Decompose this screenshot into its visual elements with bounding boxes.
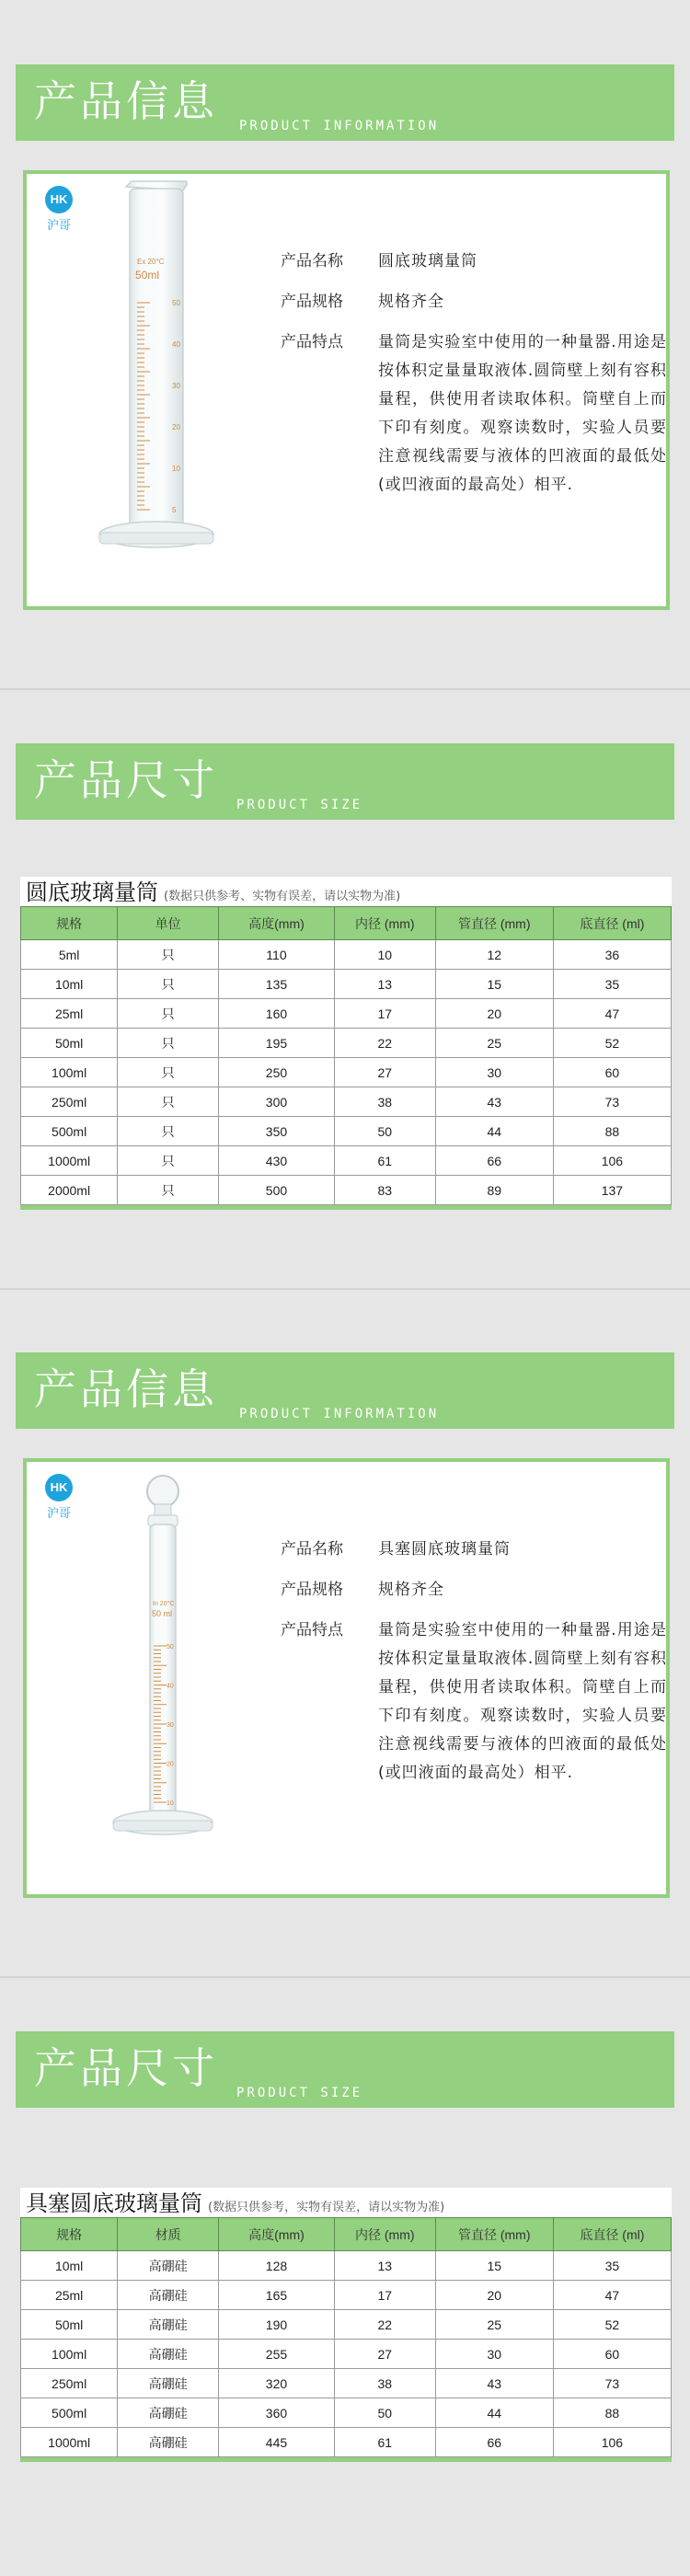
table-title-row — [20, 877, 672, 906]
table-cell: 高硼硅 — [118, 2340, 219, 2369]
table-header-cell: 规格 — [21, 907, 118, 940]
banner-title: 产品尺寸 — [34, 2043, 218, 2093]
table-header-cell: 内径 (mm) — [334, 907, 435, 940]
table-title: 圆底玻璃量筒 — [26, 880, 158, 905]
size-table-card — [20, 2188, 672, 2462]
size-table — [20, 906, 672, 1205]
table-cell: 高硼硅 — [118, 2251, 219, 2281]
scale-number: 5 — [172, 506, 177, 514]
banner-title: 产品尺寸 — [34, 755, 218, 805]
table-cell: 250ml — [21, 1087, 118, 1117]
brand-logo — [39, 1474, 79, 1521]
table-cell: 17 — [334, 2281, 435, 2310]
prop-label: 产品名称 — [281, 252, 343, 270]
table-cell: 高硼硅 — [118, 2369, 219, 2398]
scale-number: 50 — [167, 1644, 174, 1650]
table-cell: 只 — [118, 999, 219, 1029]
logo-text: 沪哥 — [46, 1507, 71, 1521]
prop-label: 产品规格 — [281, 293, 343, 311]
scale-number: 10 — [167, 1800, 174, 1807]
table-cell: 10ml — [21, 970, 118, 999]
table-cell: 50ml — [21, 2310, 118, 2340]
table-title: 具塞圆底玻璃量筒 — [26, 2191, 202, 2216]
scale-number: 10 — [172, 465, 180, 473]
table-cell: 只 — [118, 970, 219, 999]
table-cell: 300 — [219, 1087, 335, 1117]
table-cell: 12 — [435, 940, 553, 970]
table-row — [21, 1146, 672, 1176]
section-divider — [0, 1976, 690, 1978]
table-row — [21, 1117, 672, 1146]
prop-feature-row — [281, 1616, 667, 1788]
table-row — [21, 940, 672, 970]
table-cell: 13 — [334, 970, 435, 999]
cylinder-capacity-label: 50 ml — [152, 1609, 173, 1618]
prop-label: 产品特点 — [281, 333, 343, 351]
table-cell: 20 — [435, 2281, 553, 2310]
logo-mark-icon: HK — [45, 1474, 73, 1501]
info-banner — [16, 1352, 674, 1429]
table-cell: 50 — [334, 2398, 435, 2428]
prop-spec-row — [281, 1576, 667, 1604]
table-cell: 只 — [118, 940, 219, 970]
table-row — [21, 1087, 672, 1117]
table-cell: 只 — [118, 1058, 219, 1087]
banner-subtitle: PRODUCT INFORMATION — [239, 119, 440, 133]
table-cell: 60 — [553, 2340, 671, 2369]
prop-name-row — [281, 1535, 667, 1564]
size-banner — [16, 2031, 674, 2108]
table-cell: 165 — [219, 2281, 335, 2310]
scale-number: 40 — [167, 1683, 174, 1690]
table-row — [21, 2310, 672, 2340]
table-cell: 47 — [553, 999, 671, 1029]
table-header-cell: 管直径 (mm) — [435, 2218, 553, 2251]
table-cell: 只 — [118, 1146, 219, 1176]
table-header-row — [21, 2218, 672, 2251]
table-cell: 高硼硅 — [118, 2428, 219, 2457]
table-row — [21, 2340, 672, 2369]
table-cell: 27 — [334, 2340, 435, 2369]
table-cell: 360 — [219, 2398, 335, 2428]
table-cell: 只 — [118, 1117, 219, 1146]
prop-spec-row — [281, 288, 667, 316]
table-cell: 110 — [219, 940, 335, 970]
table-cell: 高硼硅 — [118, 2281, 219, 2310]
product-info-card — [23, 1458, 670, 1898]
product-info-card — [23, 170, 670, 610]
section-divider — [0, 688, 690, 690]
prop-value: 圆底玻璃量筒 — [378, 252, 477, 270]
prop-feature-row — [281, 328, 667, 500]
table-row — [21, 1058, 672, 1087]
brand-logo — [39, 186, 79, 233]
table-header-cell: 底直径 (ml) — [553, 2218, 671, 2251]
table-cell: 52 — [553, 2310, 671, 2340]
table-cell: 137 — [553, 1176, 671, 1205]
table-row — [21, 2369, 672, 2398]
table-header-row — [21, 907, 672, 940]
table-cell: 100ml — [21, 1058, 118, 1087]
prop-value: 规格齐全 — [378, 1581, 444, 1599]
banner-subtitle: PRODUCT SIZE — [236, 798, 363, 812]
table-cell: 43 — [435, 2369, 553, 2398]
table-cell: 106 — [553, 2428, 671, 2457]
graduated-cylinder-image — [84, 174, 240, 606]
table-cell: 350 — [219, 1117, 335, 1146]
table-cell: 73 — [553, 2369, 671, 2398]
table-row — [21, 970, 672, 999]
table-cell: 190 — [219, 2310, 335, 2340]
table-cell: 430 — [219, 1146, 335, 1176]
table-header-cell: 内径 (mm) — [334, 2218, 435, 2251]
table-cell: 22 — [334, 1029, 435, 1058]
table-row — [21, 2281, 672, 2310]
table-row — [21, 2251, 672, 2281]
table-cell: 5ml — [21, 940, 118, 970]
table-row — [21, 999, 672, 1029]
table-cell: 135 — [219, 970, 335, 999]
logo-text: 沪哥 — [46, 219, 71, 233]
table-cell: 128 — [219, 2251, 335, 2281]
table-cell: 88 — [553, 1117, 671, 1146]
table-cell: 高硼硅 — [118, 2398, 219, 2428]
banner-title: 产品信息 — [34, 76, 218, 126]
scale-number: 30 — [172, 382, 180, 390]
table-cell: 160 — [219, 999, 335, 1029]
table-cell: 10ml — [21, 2251, 118, 2281]
table-cell: 250 — [219, 1058, 335, 1087]
table-cell: 52 — [553, 1029, 671, 1058]
table-cell: 445 — [219, 2428, 335, 2457]
table-header-cell: 高度(mm) — [219, 2218, 335, 2251]
table-row — [21, 2428, 672, 2457]
table-cell: 43 — [435, 1087, 553, 1117]
table-row — [21, 2398, 672, 2428]
prop-value: 具塞圆底玻璃量筒 — [378, 1540, 511, 1558]
table-cell: 15 — [435, 970, 553, 999]
table-cell: 只 — [118, 1029, 219, 1058]
prop-value: 量筒是实验室中使用的一种量器.用途是按体积定量量取液体.圆筒壁上刻有容积量程，供使用者读取体积。筒壁自上而下印有刻度。观察读数时，实验人员要注意视线需要与液体的凹液面的最低处(或凹液面的最高处）相平. — [378, 333, 667, 494]
table-cell: 38 — [334, 2369, 435, 2398]
size-table — [20, 2217, 672, 2457]
prop-label: 产品规格 — [281, 1581, 343, 1599]
size-banner — [16, 743, 674, 820]
table-cell: 320 — [219, 2369, 335, 2398]
table-cell: 83 — [334, 1176, 435, 1205]
cylinder-capacity-label: 50ml — [135, 269, 160, 282]
scale-number: 40 — [172, 340, 180, 349]
cylinder-temp-label: In 20°C — [153, 1601, 175, 1607]
banner-subtitle: PRODUCT INFORMATION — [239, 1407, 440, 1421]
table-title-row — [20, 2188, 672, 2217]
table-cell: 500ml — [21, 1117, 118, 1146]
table-cell: 38 — [334, 1087, 435, 1117]
table-cell: 只 — [118, 1176, 219, 1205]
prop-name-row — [281, 247, 667, 276]
scale-number: 50 — [172, 299, 180, 307]
table-cell: 61 — [334, 1146, 435, 1176]
table-cell: 66 — [435, 1146, 553, 1176]
banner-subtitle: PRODUCT SIZE — [236, 2086, 363, 2100]
table-header-cell: 底直径 (ml) — [553, 907, 671, 940]
table-cell: 25ml — [21, 2281, 118, 2310]
table-header-cell: 单位 — [118, 907, 219, 940]
table-cell: 1000ml — [21, 1146, 118, 1176]
table-cell: 27 — [334, 1058, 435, 1087]
prop-value: 规格齐全 — [378, 293, 444, 311]
table-cell: 10 — [334, 940, 435, 970]
table-row — [21, 1176, 672, 1205]
table-cell: 44 — [435, 1117, 553, 1146]
table-cell: 44 — [435, 2398, 553, 2428]
table-cell: 2000ml — [21, 1176, 118, 1205]
table-cell: 500 — [219, 1176, 335, 1205]
table-bottom-bar — [20, 2457, 672, 2462]
stoppered-cylinder-image — [84, 1462, 240, 1894]
table-cell: 高硼硅 — [118, 2310, 219, 2340]
table-header-cell: 材质 — [118, 2218, 219, 2251]
info-banner — [16, 64, 674, 141]
table-cell: 17 — [334, 999, 435, 1029]
table-cell: 30 — [435, 1058, 553, 1087]
table-cell: 25ml — [21, 999, 118, 1029]
table-header-cell: 规格 — [21, 2218, 118, 2251]
table-cell: 25 — [435, 2310, 553, 2340]
table-header-cell: 高度(mm) — [219, 907, 335, 940]
table-cell: 47 — [553, 2281, 671, 2310]
table-note: (数据只供参考，实物有误差，请以实物为准) — [208, 2201, 445, 2214]
table-cell: 60 — [553, 1058, 671, 1087]
table-cell: 1000ml — [21, 2428, 118, 2457]
table-cell: 50 — [334, 1117, 435, 1146]
table-cell: 25 — [435, 1029, 553, 1058]
banner-title: 产品信息 — [34, 1364, 218, 1414]
table-cell: 36 — [553, 940, 671, 970]
table-cell: 61 — [334, 2428, 435, 2457]
table-cell: 66 — [435, 2428, 553, 2457]
table-bottom-bar — [20, 1205, 672, 1210]
logo-mark-icon: HK — [45, 186, 73, 213]
prop-value: 量筒是实验室中使用的一种量器.用途是按体积定量量取液体.圆筒壁上刻有容积量程，供使用者读取体积。筒壁自上而下印有刻度。观察读数时，实验人员要注意视线需要与液体的凹液面的最低处(或凹液面的最高处）相平. — [378, 1621, 667, 1782]
table-cell: 50ml — [21, 1029, 118, 1058]
table-cell: 13 — [334, 2251, 435, 2281]
table-cell: 22 — [334, 2310, 435, 2340]
table-cell: 106 — [553, 1146, 671, 1176]
table-cell: 500ml — [21, 2398, 118, 2428]
scale-number: 20 — [172, 423, 180, 431]
cylinder-temp-label: Ex 20°C — [137, 258, 165, 266]
product-properties — [281, 1535, 667, 1800]
table-cell: 只 — [118, 1087, 219, 1117]
table-cell: 89 — [435, 1176, 553, 1205]
table-cell: 250ml — [21, 2369, 118, 2398]
product-properties — [281, 247, 667, 512]
table-cell: 195 — [219, 1029, 335, 1058]
table-row — [21, 1029, 672, 1058]
table-cell: 30 — [435, 2340, 553, 2369]
table-cell: 88 — [553, 2398, 671, 2428]
table-cell: 15 — [435, 2251, 553, 2281]
table-note: (数据只供参考、实物有误差，请以实物为准) — [164, 890, 401, 903]
table-cell: 100ml — [21, 2340, 118, 2369]
table-cell: 73 — [553, 1087, 671, 1117]
size-table-card — [20, 877, 672, 1210]
section-divider — [0, 1288, 690, 1290]
prop-label: 产品名称 — [281, 1540, 343, 1558]
scale-number: 20 — [167, 1761, 174, 1768]
table-cell: 20 — [435, 999, 553, 1029]
table-cell: 35 — [553, 970, 671, 999]
prop-label: 产品特点 — [281, 1621, 343, 1639]
table-cell: 255 — [219, 2340, 335, 2369]
table-cell: 35 — [553, 2251, 671, 2281]
table-header-cell: 管直径 (mm) — [435, 907, 553, 940]
scale-number: 30 — [167, 1722, 174, 1729]
